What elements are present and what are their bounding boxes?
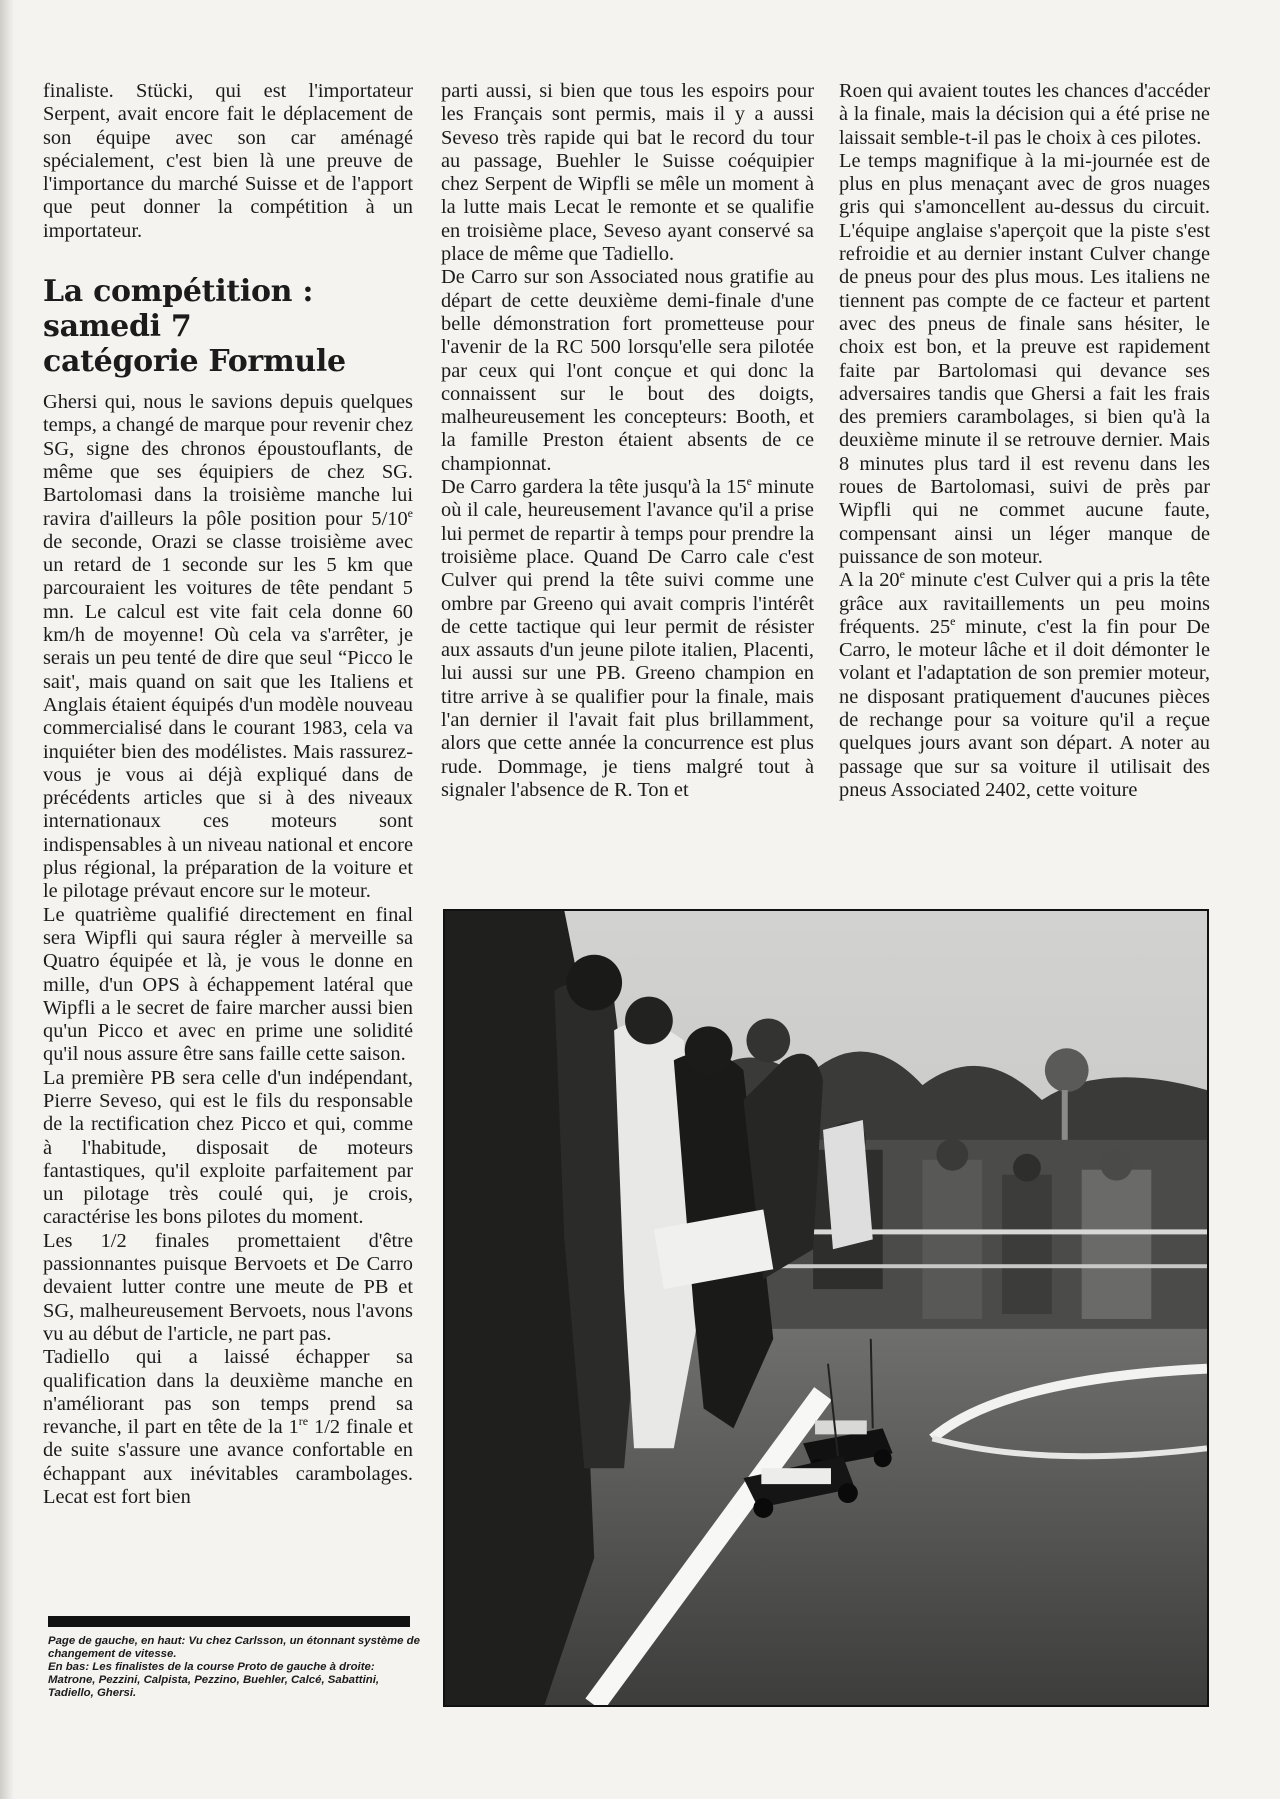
paragraph: A la 20e minute c'est Culver qui a pris la tête grâce aux ravitaillements un peu moins fréquents. 25e minute, c'est la fin pour De Carro, le moteur lâche et il doit démonter le volant et l'adaptation de son premier moteur, ne disposant pratiquement d'aucunes pièces de rechange pour sa voiture qu'il a reçue quelques jours avant son départ. A noter au passage que sur sa voiture il utilisait des pneus Associated 2402, cette voiture xyxy=(839,567,1211,801)
paragraph: finaliste. Stücki, qui est l'importateur Serpent, avait encore fait le déplacement de son équipe avec son car aménagé spécialement, c'est bien là une preuve de l'importance du marché Suisse et de l'apport que peut donner la compétition à un importateur. xyxy=(43,80,413,242)
paragraph: Le quatrième qualifié directement en final sera Wipfli qui saura régler à merveille sa Quatro équipée et là, je vous le donne en mille, d'un OPS à échappement latéral que Wipfli a le secret de faire marcher aussi bien qu'un Picco et avec en prime une solidité qu'il nous assure être sans faille cette saison. xyxy=(43,903,413,1066)
photo-illustration xyxy=(445,911,1207,1705)
heading-line: catégorie Formule xyxy=(43,344,346,380)
caption-line: En bas: Les finalistes de la course Proto de gauche à droite: Matrone, Pezzini, Calpista, Pezzino, Buehler, Calcé, Sabattini, Tadiello, Ghersi. xyxy=(48,1661,380,1699)
heading-line: samedi 7 xyxy=(43,309,192,345)
text-column-2 xyxy=(441,80,814,802)
paragraph: Tadiello qui a laissé échapper sa qualification dans la deuxième manche en n'améliorant pas son temps prend sa revanche, il part en tête de la 1re 1/2 finale et de suite s'assure une avance confortable en échappant aux inévitables carambolages. Lecat est fort bien xyxy=(43,1346,413,1509)
paragraph: La première PB sera celle d'un indépendant, Pierre Seveso, qui est le fils du responsable de la rectification chez Picco et qui, comme à l'habitude, disposait de moteurs fantastiques, qu'il exploite parfaitement par un pilotage très coulé qui, je crois, caractérise les bons pilotes du moment. xyxy=(43,1066,413,1229)
paragraph: De Carro sur son Associated nous gratifie au départ de cette deuxième demi-finale d'une belle démonstration fort prometteuse pour l'avenir de la RC 500 lorsqu'elle sera pilotée par ceux qui l'ont conçue et qui donc la connaissent sur le bout des doigts, malheureusement les concepteurs: Booth, et la famille Preston étaient absents de ce championnat. xyxy=(441,266,814,475)
section-heading xyxy=(43,274,413,379)
paragraph: parti aussi, si bien que tous les espoirs pour les Français sont permis, mais il y a aussi Seveso très rapide qui bat le record du tour au passage, Buehler le Suisse coéquipier chez Serpent de Wipfli se mêle un moment à la lutte mais Lecat le remonte et se qualifie en troisième place, Seveso ayant conservé sa place de même que Tadiello. xyxy=(441,80,814,266)
race-start-photo xyxy=(443,909,1209,1707)
paragraph: De Carro gardera la tête jusqu'à la 15e minute où il cale, heureusement l'avance qu'il a prise lui permet de repartir à temps pour prendre la troisième place. Quand De Carro cale c'est Culver qui prend la tête suivi comme une ombre par Greeno qui avait compris l'intérêt de cette tactique qui leur permit de résister aux assauts d'un jeune pilote italien, Placenti, lui aussi sur une PB. Greeno champion en titre arrive à se qualifier pour la finale, mais l'an dernier il l'avait fait plus brillamment, alors que cette année la concurrence est plus rude. Dommage, je tiens malgré tout à signaler l'absence de R. Ton et xyxy=(441,474,814,801)
paragraph: Ghersi qui, nous le savions depuis quelques temps, a changé de marque pour revenir chez SG, signe des chronos époustouflants, de même que ses équipiers de chez SG. Bartolomasi dans la troisième manche lui ravira d'ailleurs la pôle position pour 5/10e de seconde, Orazi se classe troisième avec un retard de 1 seconde sur les 5 km que parcouraient les voitures de tête pendant 5 mn. Le calcul est vite fait cela donne 60 km/h de moyenne! Où cela va s'arrêter, je serais un peu tenté de dire que seul “Picco le sait', mais quand on sait que les Italiens et Anglais étaient équipés d'un modèle nouveau commercialisé dans le courant 1983, cela va inquiéter bien des modélistes. Mais rassurez-vous je vous ai déjà expliqué dans de précédents articles que si à des niveaux internationaux ces moteurs sont indispensables à un niveau national et encore plus régional, la préparation de la voiture et le pilotage prévaut encore sur le moteur. xyxy=(43,391,413,903)
heading-line: La compétition : xyxy=(43,274,314,310)
paragraph: Les 1/2 finales promettaient d'être passionnantes puisque Bervoets et De Carro devaient lutter contre une meute de PB et SG, malheureusement Bervoets, nous l'avons vu au début de l'article, ne part pas. xyxy=(43,1229,413,1345)
paragraph: Le temps magnifique à la mi-journée est de plus en plus menaçant avec de gros nuages gris qui s'amoncellent au-dessus du circuit. L'équipe anglaise s'aperçoit que la piste s'est refroidie et au dernier instant Culver change de pneus pour des plus mous. Les italiens ne tiennent pas compte de ce facteur et partent avec des pneus de finale sans hésiter, le choix est bon, et la preuve est rapidement faite par Bartolomasi qui devance ses adversaires tandis que Ghersi a fait les frais des premiers carambolages, si bien qu'à la deuxième minute il se retrouve dernier. Mais 8 minutes plus tard il est revenu dans les roues de Bartolomasi, suivi de près par Wipfli qui ne commet aucune faute, compensant ainsi un léger manque de puissance de son moteur. xyxy=(839,149,1210,568)
photo-caption xyxy=(48,1635,420,1700)
paragraph: Roen qui avaient toutes les chances d'accéder à la finale, mais la décision qui a été prise ne laissait semble-t-il pas le choix à ces pilotes. xyxy=(839,80,1210,149)
caption-rule xyxy=(48,1616,410,1627)
caption-line: Page de gauche, en haut: Vu chez Carlsson, un étonnant système de changement de vitesse. xyxy=(48,1635,420,1660)
page-binding-shadow xyxy=(0,0,14,1799)
text-column-3 xyxy=(839,80,1210,802)
text-column-1 xyxy=(43,80,413,1509)
